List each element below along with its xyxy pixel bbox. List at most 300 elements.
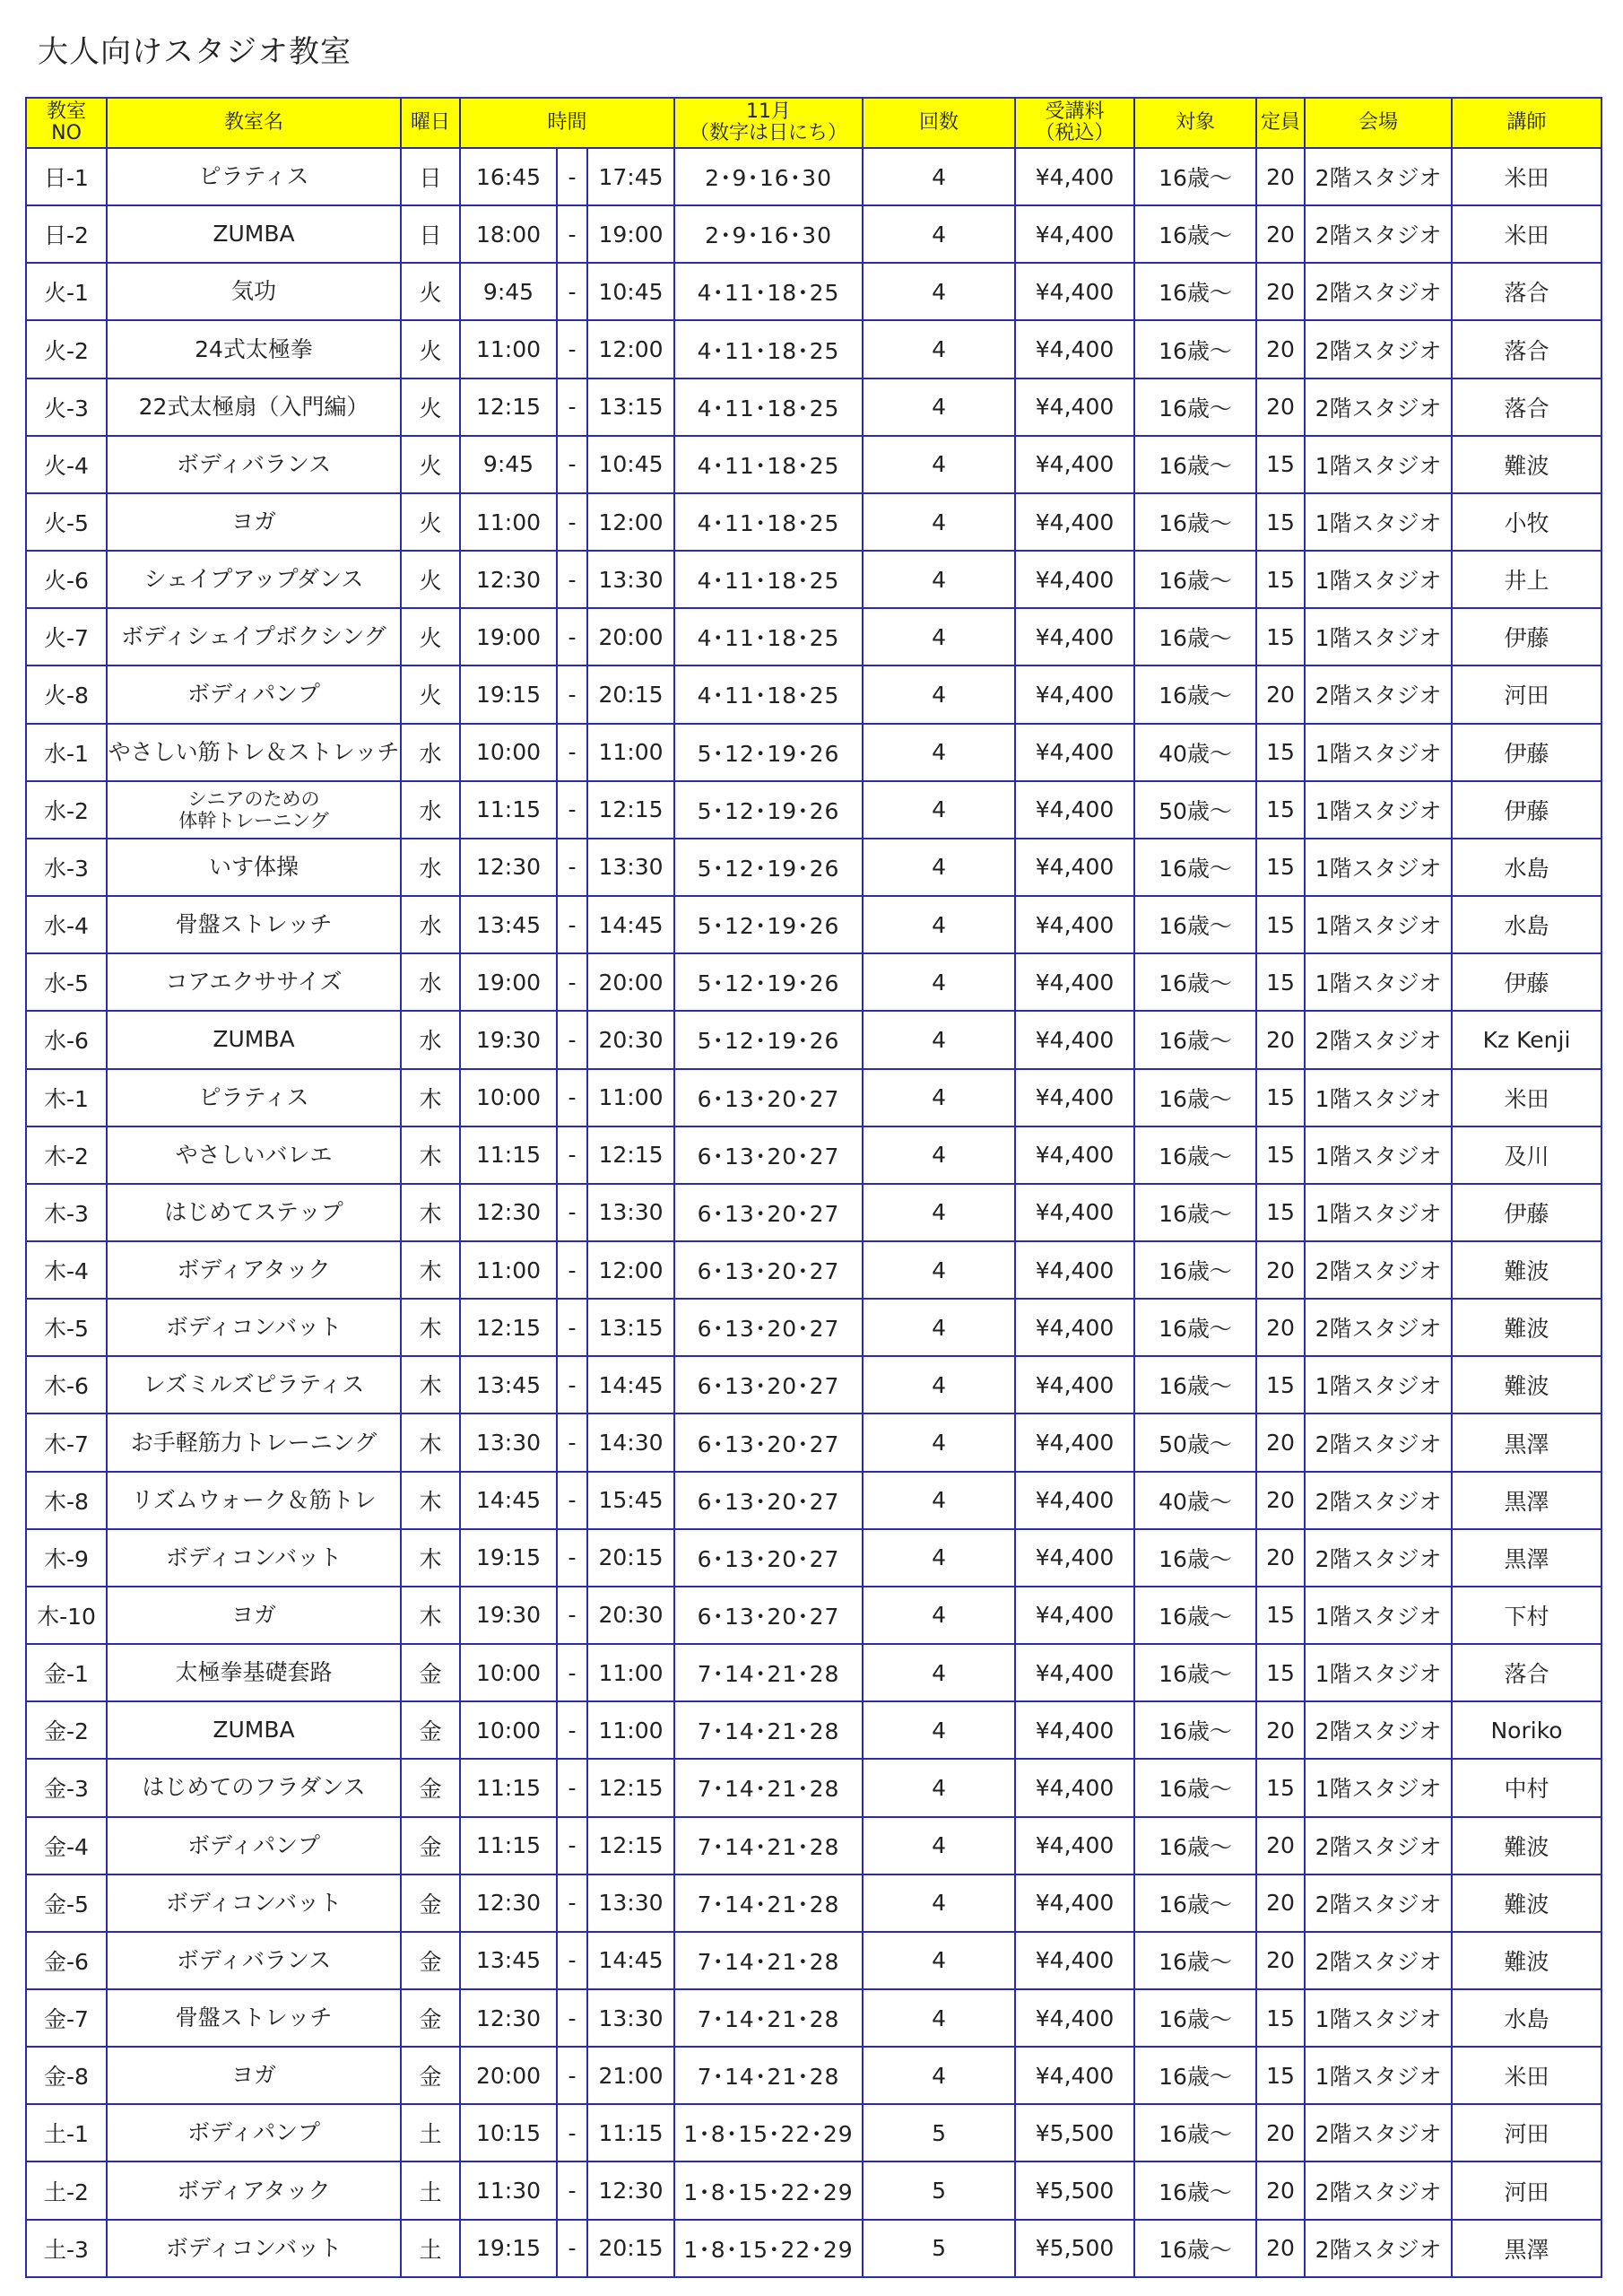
class-no-cell: 火-4 bbox=[26, 436, 107, 493]
target-age-cell: 50歳～ bbox=[1134, 1413, 1256, 1471]
count-cell: 4 bbox=[863, 1184, 1015, 1241]
class-no-cell: 木-7 bbox=[26, 1413, 107, 1471]
count-cell: 4 bbox=[863, 263, 1015, 320]
instructor-cell: 黒澤 bbox=[1452, 1529, 1601, 1587]
venue-cell: 1階スタジオ bbox=[1305, 1356, 1452, 1413]
day-cell: 木 bbox=[401, 1241, 460, 1299]
venue-cell: 1階スタジオ bbox=[1305, 724, 1452, 781]
target-age-cell: 16歳～ bbox=[1134, 1874, 1256, 1932]
day-cell: 木 bbox=[401, 1587, 460, 1644]
table-row bbox=[26, 1011, 1601, 1068]
venue-cell: 1階スタジオ bbox=[1305, 1126, 1452, 1184]
table-row bbox=[26, 839, 1601, 896]
target-age-cell: 16歳～ bbox=[1134, 839, 1256, 896]
start-time-cell: 12:30 bbox=[460, 551, 557, 608]
start-time-cell: 19:15 bbox=[460, 2220, 557, 2277]
class-name-cell: ピラティス bbox=[107, 1069, 401, 1126]
class-no-cell: 火-2 bbox=[26, 320, 107, 378]
class-no-cell: 金-2 bbox=[26, 1701, 107, 1759]
table-row bbox=[26, 724, 1601, 781]
class-no-cell: 金-6 bbox=[26, 1932, 107, 1989]
instructor-cell: 落合 bbox=[1452, 378, 1601, 436]
count-cell: 4 bbox=[863, 724, 1015, 781]
target-age-cell: 16歳～ bbox=[1134, 1989, 1256, 2047]
count-cell: 4 bbox=[863, 493, 1015, 551]
venue-cell: 2階スタジオ bbox=[1305, 1011, 1452, 1068]
class-no-cell: 金-7 bbox=[26, 1989, 107, 2047]
table-row bbox=[26, 2047, 1601, 2104]
time-separator-cell: - bbox=[557, 1069, 587, 1126]
day-cell: 土 bbox=[401, 2161, 460, 2219]
fee-cell: ¥4,400 bbox=[1015, 1356, 1134, 1413]
capacity-cell: 20 bbox=[1256, 263, 1305, 320]
day-cell: 木 bbox=[401, 1126, 460, 1184]
fee-cell: ¥4,400 bbox=[1015, 1874, 1134, 1932]
venue-cell: 2階スタジオ bbox=[1305, 1529, 1452, 1587]
dates-cell: 4･11･18･25 bbox=[674, 436, 863, 493]
fee-cell: ¥4,400 bbox=[1015, 436, 1134, 493]
fee-cell: ¥4,400 bbox=[1015, 1759, 1134, 1816]
header-instructor: 講師 bbox=[1452, 98, 1601, 148]
fee-cell: ¥4,400 bbox=[1015, 1184, 1134, 1241]
day-cell: 木 bbox=[401, 1069, 460, 1126]
class-no-cell: 水-1 bbox=[26, 724, 107, 781]
table-row bbox=[26, 2220, 1601, 2277]
dates-cell: 6･13･20･27 bbox=[674, 1069, 863, 1126]
time-separator-cell: - bbox=[557, 205, 587, 263]
capacity-cell: 20 bbox=[1256, 205, 1305, 263]
class-name-cell: 骨盤ストレッチ bbox=[107, 1989, 401, 2047]
venue-cell: 2階スタジオ bbox=[1305, 378, 1452, 436]
start-time-cell: 19:00 bbox=[460, 953, 557, 1011]
count-cell: 4 bbox=[863, 148, 1015, 205]
class-name-cell: 22式太極扇（入門編） bbox=[107, 378, 401, 436]
class-no-cell: 土-1 bbox=[26, 2104, 107, 2161]
venue-cell: 1階スタジオ bbox=[1305, 781, 1452, 839]
day-cell: 水 bbox=[401, 896, 460, 953]
count-cell: 4 bbox=[863, 1701, 1015, 1759]
class-no-cell: 金-1 bbox=[26, 1644, 107, 1701]
target-age-cell: 16歳～ bbox=[1134, 1126, 1256, 1184]
target-age-cell: 16歳～ bbox=[1134, 896, 1256, 953]
day-cell: 火 bbox=[401, 608, 460, 665]
class-name-cell: はじめてのフラダンス bbox=[107, 1759, 401, 1816]
header-count: 回数 bbox=[863, 98, 1015, 148]
time-separator-cell: - bbox=[557, 839, 587, 896]
dates-cell: 6･13･20･27 bbox=[674, 1184, 863, 1241]
end-time-cell: 14:45 bbox=[587, 1932, 674, 1989]
venue-cell: 2階スタジオ bbox=[1305, 1472, 1452, 1529]
header-dates bbox=[674, 98, 863, 148]
start-time-cell: 12:15 bbox=[460, 378, 557, 436]
target-age-cell: 16歳～ bbox=[1134, 1299, 1256, 1356]
instructor-cell: 米田 bbox=[1452, 2047, 1601, 2104]
class-name-cell: やさしい筋トレ＆ストレッチ bbox=[107, 724, 401, 781]
count-cell: 5 bbox=[863, 2104, 1015, 2161]
table-row bbox=[26, 1184, 1601, 1241]
table-row bbox=[26, 551, 1601, 608]
venue-cell: 1階スタジオ bbox=[1305, 1184, 1452, 1241]
dates-cell: 5･12･19･26 bbox=[674, 724, 863, 781]
class-no-cell: 木-9 bbox=[26, 1529, 107, 1587]
table-row bbox=[26, 1241, 1601, 1299]
class-name-cell: ZUMBA bbox=[107, 1011, 401, 1068]
fee-cell: ¥4,400 bbox=[1015, 724, 1134, 781]
target-age-cell: 16歳～ bbox=[1134, 1184, 1256, 1241]
venue-cell: 2階スタジオ bbox=[1305, 205, 1452, 263]
day-cell: 木 bbox=[401, 1472, 460, 1529]
fee-cell: ¥4,400 bbox=[1015, 1701, 1134, 1759]
capacity-cell: 20 bbox=[1256, 148, 1305, 205]
count-cell: 4 bbox=[863, 896, 1015, 953]
start-time-cell: 13:45 bbox=[460, 1356, 557, 1413]
instructor-cell: 米田 bbox=[1452, 1069, 1601, 1126]
capacity-cell: 15 bbox=[1256, 436, 1305, 493]
time-separator-cell: - bbox=[557, 1817, 587, 1874]
instructor-cell: 水島 bbox=[1452, 839, 1601, 896]
count-cell: 4 bbox=[863, 665, 1015, 723]
dates-cell: 4･11･18･25 bbox=[674, 263, 863, 320]
fee-cell: ¥5,500 bbox=[1015, 2161, 1134, 2219]
end-time-cell: 20:00 bbox=[587, 608, 674, 665]
count-cell: 4 bbox=[863, 1759, 1015, 1816]
day-cell: 木 bbox=[401, 1356, 460, 1413]
fee-cell: ¥4,400 bbox=[1015, 1989, 1134, 2047]
day-cell: 火 bbox=[401, 551, 460, 608]
table-row bbox=[26, 1299, 1601, 1356]
capacity-cell: 20 bbox=[1256, 1241, 1305, 1299]
dates-cell: 7･14･21･28 bbox=[674, 2047, 863, 2104]
header-fee bbox=[1015, 98, 1134, 148]
instructor-cell: 難波 bbox=[1452, 1356, 1601, 1413]
target-age-cell: 16歳～ bbox=[1134, 205, 1256, 263]
table-row bbox=[26, 1644, 1601, 1701]
instructor-cell: 水島 bbox=[1452, 1989, 1601, 2047]
time-separator-cell: - bbox=[557, 1587, 587, 1644]
day-cell: 火 bbox=[401, 436, 460, 493]
count-cell: 4 bbox=[863, 551, 1015, 608]
start-time-cell: 12:30 bbox=[460, 1874, 557, 1932]
start-time-cell: 13:30 bbox=[460, 1413, 557, 1471]
table-row bbox=[26, 1472, 1601, 1529]
count-cell: 4 bbox=[863, 1874, 1015, 1932]
end-time-cell: 19:00 bbox=[587, 205, 674, 263]
end-time-cell: 12:15 bbox=[587, 781, 674, 839]
day-cell: 水 bbox=[401, 724, 460, 781]
count-cell: 4 bbox=[863, 953, 1015, 1011]
capacity-cell: 20 bbox=[1256, 1701, 1305, 1759]
count-cell: 4 bbox=[863, 1529, 1015, 1587]
class-name-cell: ボディシェイプボクシング bbox=[107, 608, 401, 665]
target-age-cell: 16歳～ bbox=[1134, 1759, 1256, 1816]
class-name-cell: いす体操 bbox=[107, 839, 401, 896]
venue-cell: 1階スタジオ bbox=[1305, 608, 1452, 665]
target-age-cell: 16歳～ bbox=[1134, 1356, 1256, 1413]
dates-cell: 6･13･20･27 bbox=[674, 1587, 863, 1644]
start-time-cell: 11:15 bbox=[460, 781, 557, 839]
fee-cell: ¥4,400 bbox=[1015, 205, 1134, 263]
instructor-cell: 井上 bbox=[1452, 551, 1601, 608]
class-name-cell: ボディパンプ bbox=[107, 665, 401, 723]
class-no-cell: 木-5 bbox=[26, 1299, 107, 1356]
end-time-cell: 20:30 bbox=[587, 1011, 674, 1068]
venue-cell: 2階スタジオ bbox=[1305, 263, 1452, 320]
venue-cell: 2階スタジオ bbox=[1305, 1701, 1452, 1759]
header-dates-line2: （数字は日にち） bbox=[690, 122, 848, 144]
fee-cell: ¥4,400 bbox=[1015, 263, 1134, 320]
instructor-cell: 米田 bbox=[1452, 148, 1601, 205]
dates-cell: 6･13･20･27 bbox=[674, 1299, 863, 1356]
class-no-cell: 金-5 bbox=[26, 1874, 107, 1932]
start-time-cell: 11:30 bbox=[460, 2161, 557, 2219]
end-time-cell: 13:30 bbox=[587, 1874, 674, 1932]
day-cell: 火 bbox=[401, 378, 460, 436]
end-time-cell: 13:30 bbox=[587, 1184, 674, 1241]
day-cell: 火 bbox=[401, 665, 460, 723]
fee-cell: ¥4,400 bbox=[1015, 1299, 1134, 1356]
dates-cell: 4･11･18･25 bbox=[674, 551, 863, 608]
capacity-cell: 20 bbox=[1256, 1817, 1305, 1874]
time-separator-cell: - bbox=[557, 2220, 587, 2277]
start-time-cell: 9:45 bbox=[460, 263, 557, 320]
target-age-cell: 16歳～ bbox=[1134, 493, 1256, 551]
count-cell: 4 bbox=[863, 1587, 1015, 1644]
class-name-cell: ボディバランス bbox=[107, 436, 401, 493]
class-name-cell: ボディコンバット bbox=[107, 1529, 401, 1587]
header-class-no-line1: 教室 bbox=[46, 100, 86, 123]
count-cell: 4 bbox=[863, 608, 1015, 665]
day-cell: 土 bbox=[401, 2104, 460, 2161]
capacity-cell: 20 bbox=[1256, 1529, 1305, 1587]
day-cell: 金 bbox=[401, 1701, 460, 1759]
end-time-cell: 11:00 bbox=[587, 724, 674, 781]
venue-cell: 2階スタジオ bbox=[1305, 2161, 1452, 2219]
dates-cell: 6･13･20･27 bbox=[674, 1529, 863, 1587]
venue-cell: 2階スタジオ bbox=[1305, 148, 1452, 205]
time-separator-cell: - bbox=[557, 781, 587, 839]
dates-cell: 7･14･21･28 bbox=[674, 1701, 863, 1759]
class-no-cell: 土-2 bbox=[26, 2161, 107, 2219]
table-row bbox=[26, 953, 1601, 1011]
end-time-cell: 12:15 bbox=[587, 1759, 674, 1816]
venue-cell: 2階スタジオ bbox=[1305, 1932, 1452, 1989]
instructor-cell: 難波 bbox=[1452, 1817, 1601, 1874]
end-time-cell: 11:15 bbox=[587, 2104, 674, 2161]
target-age-cell: 16歳～ bbox=[1134, 608, 1256, 665]
fee-cell: ¥4,400 bbox=[1015, 2047, 1134, 2104]
start-time-cell: 19:00 bbox=[460, 608, 557, 665]
fee-cell: ¥4,400 bbox=[1015, 1817, 1134, 1874]
instructor-cell: 伊藤 bbox=[1452, 724, 1601, 781]
class-no-cell: 火-8 bbox=[26, 665, 107, 723]
end-time-cell: 13:30 bbox=[587, 551, 674, 608]
count-cell: 4 bbox=[863, 1069, 1015, 1126]
table-row bbox=[26, 1759, 1601, 1816]
start-time-cell: 12:30 bbox=[460, 839, 557, 896]
capacity-cell: 15 bbox=[1256, 839, 1305, 896]
time-separator-cell: - bbox=[557, 2104, 587, 2161]
capacity-cell: 15 bbox=[1256, 1356, 1305, 1413]
end-time-cell: 11:00 bbox=[587, 1069, 674, 1126]
table-row bbox=[26, 608, 1601, 665]
table-header bbox=[26, 98, 1601, 148]
instructor-cell: 落合 bbox=[1452, 263, 1601, 320]
start-time-cell: 16:45 bbox=[460, 148, 557, 205]
end-time-cell: 12:00 bbox=[587, 1241, 674, 1299]
fee-cell: ¥4,400 bbox=[1015, 953, 1134, 1011]
capacity-cell: 20 bbox=[1256, 2220, 1305, 2277]
target-age-cell: 16歳～ bbox=[1134, 1529, 1256, 1587]
instructor-cell: Kz Kenji bbox=[1452, 1011, 1601, 1068]
start-time-cell: 19:30 bbox=[460, 1587, 557, 1644]
venue-cell: 2階スタジオ bbox=[1305, 1874, 1452, 1932]
time-separator-cell: - bbox=[557, 896, 587, 953]
dates-cell: 4･11･18･25 bbox=[674, 320, 863, 378]
dates-cell: 7･14･21･28 bbox=[674, 1932, 863, 1989]
fee-cell: ¥4,400 bbox=[1015, 320, 1134, 378]
venue-cell: 2階スタジオ bbox=[1305, 2220, 1452, 2277]
time-separator-cell: - bbox=[557, 1989, 587, 2047]
venue-cell: 1階スタジオ bbox=[1305, 1587, 1452, 1644]
venue-cell: 1階スタジオ bbox=[1305, 436, 1452, 493]
day-cell: 木 bbox=[401, 1413, 460, 1471]
dates-cell: 2･9･16･30 bbox=[674, 148, 863, 205]
table-row bbox=[26, 2104, 1601, 2161]
instructor-cell: 黒澤 bbox=[1452, 2220, 1601, 2277]
capacity-cell: 20 bbox=[1256, 1472, 1305, 1529]
start-time-cell: 13:45 bbox=[460, 1932, 557, 1989]
day-cell: 木 bbox=[401, 1529, 460, 1587]
capacity-cell: 20 bbox=[1256, 1299, 1305, 1356]
capacity-cell: 20 bbox=[1256, 1011, 1305, 1068]
capacity-cell: 20 bbox=[1256, 2104, 1305, 2161]
venue-cell: 1階スタジオ bbox=[1305, 1069, 1452, 1126]
dates-cell: 1･8･15･22･29 bbox=[674, 2104, 863, 2161]
end-time-cell: 10:45 bbox=[587, 436, 674, 493]
class-no-cell: 金-3 bbox=[26, 1759, 107, 1816]
table-row bbox=[26, 1817, 1601, 1874]
class-name-cell: 太極拳基礎套路 bbox=[107, 1644, 401, 1701]
class-name-cell: ボディコンバット bbox=[107, 1874, 401, 1932]
dates-cell: 5･12･19･26 bbox=[674, 839, 863, 896]
count-cell: 4 bbox=[863, 1356, 1015, 1413]
instructor-cell: 伊藤 bbox=[1452, 608, 1601, 665]
class-name-cell: ZUMBA bbox=[107, 205, 401, 263]
class-name-cell: ヨガ bbox=[107, 2047, 401, 2104]
table-row bbox=[26, 1932, 1601, 1989]
fee-cell: ¥4,400 bbox=[1015, 1587, 1134, 1644]
class-no-cell: 火-7 bbox=[26, 608, 107, 665]
capacity-cell: 15 bbox=[1256, 896, 1305, 953]
end-time-cell: 14:45 bbox=[587, 1356, 674, 1413]
target-age-cell: 16歳～ bbox=[1134, 1701, 1256, 1759]
page-title: 大人向けスタジオ教室 bbox=[38, 34, 352, 70]
end-time-cell: 20:30 bbox=[587, 1587, 674, 1644]
end-time-cell: 12:15 bbox=[587, 1126, 674, 1184]
class-name-cell: 骨盤ストレッチ bbox=[107, 896, 401, 953]
dates-cell: 5･12･19･26 bbox=[674, 781, 863, 839]
class-no-cell: 水-6 bbox=[26, 1011, 107, 1068]
class-no-cell: 木-1 bbox=[26, 1069, 107, 1126]
day-cell: 金 bbox=[401, 1817, 460, 1874]
venue-cell: 2階スタジオ bbox=[1305, 1241, 1452, 1299]
instructor-cell: 難波 bbox=[1452, 436, 1601, 493]
class-no-cell: 金-8 bbox=[26, 2047, 107, 2104]
target-age-cell: 16歳～ bbox=[1134, 1644, 1256, 1701]
day-cell: 火 bbox=[401, 320, 460, 378]
venue-cell: 2階スタジオ bbox=[1305, 1299, 1452, 1356]
instructor-cell: 中村 bbox=[1452, 1759, 1601, 1816]
count-cell: 4 bbox=[863, 1817, 1015, 1874]
time-separator-cell: - bbox=[557, 608, 587, 665]
capacity-cell: 15 bbox=[1256, 1644, 1305, 1701]
instructor-cell: 難波 bbox=[1452, 1241, 1601, 1299]
class-name-cell: やさしいバレエ bbox=[107, 1126, 401, 1184]
venue-cell: 2階スタジオ bbox=[1305, 320, 1452, 378]
time-separator-cell: - bbox=[557, 1011, 587, 1068]
time-separator-cell: - bbox=[557, 320, 587, 378]
target-age-cell: 40歳～ bbox=[1134, 1472, 1256, 1529]
count-cell: 4 bbox=[863, 205, 1015, 263]
instructor-cell: 難波 bbox=[1452, 1299, 1601, 1356]
class-no-cell: 木-6 bbox=[26, 1356, 107, 1413]
end-time-cell: 14:30 bbox=[587, 1413, 674, 1471]
class-name-cell: 24式太極拳 bbox=[107, 320, 401, 378]
dates-cell: 6･13･20･27 bbox=[674, 1413, 863, 1471]
class-name-cell: ボディコンバット bbox=[107, 1299, 401, 1356]
time-separator-cell: - bbox=[557, 1184, 587, 1241]
dates-cell: 1･8･15･22･29 bbox=[674, 2161, 863, 2219]
capacity-cell: 20 bbox=[1256, 2161, 1305, 2219]
class-name-cell: ボディアタック bbox=[107, 2161, 401, 2219]
day-cell: 火 bbox=[401, 263, 460, 320]
count-cell: 4 bbox=[863, 1299, 1015, 1356]
start-time-cell: 12:30 bbox=[460, 1184, 557, 1241]
end-time-cell: 13:15 bbox=[587, 1299, 674, 1356]
start-time-cell: 11:15 bbox=[460, 1759, 557, 1816]
fee-cell: ¥4,400 bbox=[1015, 1126, 1134, 1184]
dates-cell: 5･12･19･26 bbox=[674, 896, 863, 953]
day-cell: 金 bbox=[401, 2047, 460, 2104]
time-separator-cell: - bbox=[557, 724, 587, 781]
venue-cell: 1階スタジオ bbox=[1305, 896, 1452, 953]
end-time-cell: 20:15 bbox=[587, 1529, 674, 1587]
time-separator-cell: - bbox=[557, 1472, 587, 1529]
venue-cell: 1階スタジオ bbox=[1305, 1989, 1452, 2047]
header-day: 曜日 bbox=[401, 98, 460, 148]
header-fee-line2: （税込） bbox=[1035, 122, 1115, 144]
header-target: 対象 bbox=[1134, 98, 1256, 148]
class-no-cell: 日-2 bbox=[26, 205, 107, 263]
start-time-cell: 14:45 bbox=[460, 1472, 557, 1529]
end-time-cell: 20:00 bbox=[587, 953, 674, 1011]
target-age-cell: 16歳～ bbox=[1134, 378, 1256, 436]
dates-cell: 6･13･20･27 bbox=[674, 1241, 863, 1299]
count-cell: 4 bbox=[863, 1932, 1015, 1989]
start-time-cell: 10:00 bbox=[460, 1069, 557, 1126]
instructor-cell: 黒澤 bbox=[1452, 1472, 1601, 1529]
time-separator-cell: - bbox=[557, 1759, 587, 1816]
class-name-cell: お手軽筋力トレーニング bbox=[107, 1413, 401, 1471]
instructor-cell: 河田 bbox=[1452, 665, 1601, 723]
class-name-cell: ボディパンプ bbox=[107, 2104, 401, 2161]
table-row bbox=[26, 493, 1601, 551]
dates-cell: 4･11･18･25 bbox=[674, 608, 863, 665]
start-time-cell: 11:00 bbox=[460, 1241, 557, 1299]
venue-cell: 1階スタジオ bbox=[1305, 1644, 1452, 1701]
capacity-cell: 15 bbox=[1256, 551, 1305, 608]
class-name-cell: ボディバランス bbox=[107, 1932, 401, 1989]
